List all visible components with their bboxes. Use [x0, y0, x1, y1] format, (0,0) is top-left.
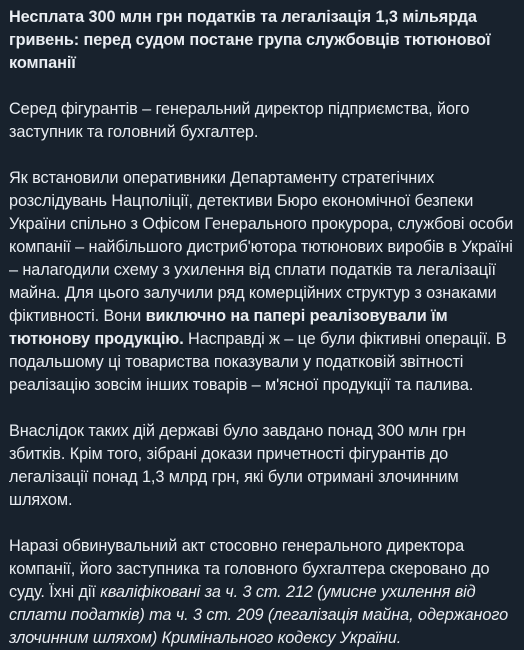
post-paragraph-2: [9, 167, 514, 397]
paragraph-2-text-end: Насправді ж – це були фіктивні операції. В подальшому ці товариства показували у податковій звітності реалізацію зовсім інших товарів – м'ясної продукції та палива.: [9, 330, 507, 394]
post-title: Несплата 300 млн грн податків та легалізація 1,3 мільярда гривень: перед судом постане група службовців тютюнової компанії: [9, 8, 491, 72]
paragraph-4-text-start: Наразі обвинувальний акт стосовно генерального директора компанії, його заступника та головного бухгалтера скеровано до суду. Їхні дії: [9, 537, 490, 601]
post-paragraph-3: Внаслідок таких дій державі було завдано понад 300 млн грн збитків. Крім того, зібрані докази причетності фігурантів до легалізації понад 1,3 млрд грн, які були отримані злочинним шляхом.: [9, 422, 466, 509]
post-paragraph-1: Серед фігурантів – генеральний директор підприємства, його заступник та головний бухгалтер.: [9, 100, 470, 141]
paragraph-4-italic-text: кваліфіковані за ч. 3 ст. 212 (умисне ухилення від сплати податків) та ч. 3 ст. 209 (легалізація майна, одержаного злочинним шляхом) Кримінального кодексу України.: [9, 583, 509, 647]
paragraph-2-bold-text: виключно на папері реалізовували їм тютюнову продукцію.: [9, 307, 448, 348]
paragraph-2-text-start: Як встановили оперативники Департаменту стратегічних розслідувань Нацполіції, детективи Бюро економічної безпеки України спільно з Офісом Генерального прокурора, службові особи компанії – найбільшого дистриб'ютора тютюнових виробів в Україні – налагодили схему з ухилення від сплати податків та легалізації майна. Для цього залучили ряд комерційних структур з ознаками фіктивності. Вони: [9, 169, 514, 325]
post-paragraph-4: [9, 535, 514, 650]
